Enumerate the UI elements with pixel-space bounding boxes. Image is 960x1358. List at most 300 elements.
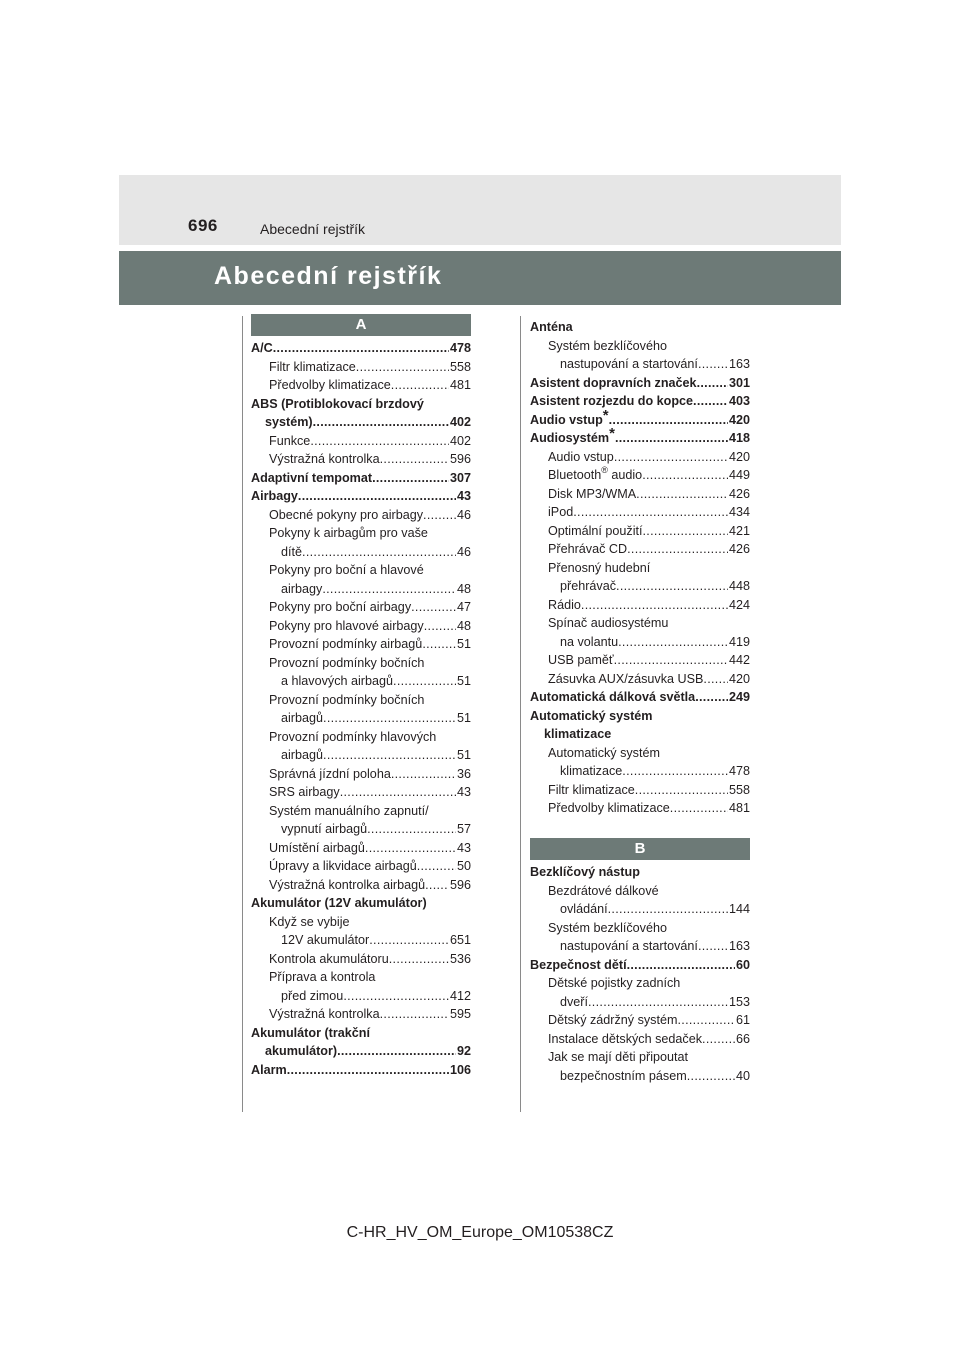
index-entry [530, 919, 750, 938]
page-reference: 426 [728, 542, 750, 556]
leader-dots [588, 993, 728, 1012]
page-reference: 307 [449, 470, 471, 485]
index-entry [251, 876, 471, 895]
index-entry-label [530, 956, 627, 975]
page-reference: 43 [456, 785, 471, 799]
index-entry-label [530, 374, 697, 393]
index-entry [530, 355, 750, 374]
left-divider [242, 316, 243, 1112]
leader-dots [643, 522, 728, 541]
entry-text: Bluetooth [548, 468, 602, 482]
entry-text: Kontrola akumulátoru [269, 951, 389, 966]
index-entry [530, 762, 750, 781]
page-reference: 418 [728, 431, 750, 445]
entry-text: Akumulátor (12V akumulátor) [251, 896, 427, 910]
leader-dots [298, 487, 456, 506]
page-reference: 153 [728, 994, 750, 1009]
index-entry-label [548, 744, 660, 763]
page-reference: 61 [735, 1013, 750, 1027]
page-reference: 449 [728, 468, 750, 482]
index-entry-label [269, 968, 375, 987]
leader-dots [425, 876, 449, 895]
index-entry-label [281, 746, 323, 765]
index-entry [530, 318, 750, 337]
index-entry-label [269, 802, 429, 821]
page-reference: 420 [728, 671, 750, 686]
header-band [119, 175, 841, 245]
leader-dots [697, 374, 728, 393]
leader-dots [322, 580, 456, 599]
entry-text: Výstražná kontrolka [269, 1007, 380, 1021]
leader-dots [372, 469, 449, 488]
index-entry-label [251, 395, 424, 414]
leader-dots [356, 358, 449, 377]
entry-text: Pokyny pro boční a hlavové [269, 563, 424, 577]
index-entry-label [548, 559, 650, 578]
entry-text: Airbagy [251, 489, 298, 503]
leader-dots [636, 485, 728, 504]
page-reference: 421 [728, 523, 750, 538]
index-entry-label [281, 672, 393, 691]
index-entry [251, 543, 471, 562]
page-reference: 403 [728, 394, 750, 408]
entry-text: A/C [251, 341, 273, 355]
index-column-left [251, 339, 471, 1079]
entry-text: Adaptivní tempomat [251, 470, 373, 485]
index-entry [251, 1024, 471, 1043]
entry-text: Přenosný hudební [548, 560, 651, 575]
index-entry [251, 913, 471, 932]
index-entry-label [269, 765, 391, 784]
page-reference: 558 [728, 782, 750, 797]
index-entry [530, 707, 750, 726]
index-entry-label [269, 839, 365, 858]
leader-dots [677, 1011, 735, 1030]
index-entry-label [269, 654, 424, 673]
index-entry-label [269, 358, 356, 377]
leader-dots [302, 543, 456, 562]
page-reference: 402 [449, 433, 471, 448]
page-reference: 412 [449, 988, 471, 1003]
index-entry [251, 672, 471, 691]
index-entry-label [548, 466, 642, 485]
page-reference: 301 [728, 375, 750, 390]
index-entry-label [281, 580, 322, 599]
entry-text: Automatická dálková světla [530, 690, 696, 704]
index-entry-label [530, 688, 695, 707]
index-entry-label [548, 540, 627, 559]
section-letter-b: B [530, 838, 750, 860]
leader-dots [573, 503, 728, 522]
index-entry [530, 596, 750, 615]
page-reference: 60 [735, 957, 750, 972]
index-entry-label [269, 432, 310, 451]
index-entry-label [530, 707, 653, 726]
leader-dots [273, 339, 449, 358]
index-entry [530, 448, 750, 467]
footnote-mark: * [609, 425, 615, 442]
entry-text: před zimou [281, 988, 344, 1003]
index-entry [530, 614, 750, 633]
index-entry [530, 1067, 750, 1086]
entry-text: Anténa [530, 320, 573, 334]
index-entry [251, 746, 471, 765]
index-entry [530, 799, 750, 818]
index-entry-label [544, 725, 611, 744]
index-entry [251, 931, 471, 950]
index-entry-label [548, 781, 635, 800]
page-reference: 106 [449, 1062, 471, 1077]
entry-text: Výstražná kontrolka airbagů [269, 877, 426, 892]
index-entry [251, 413, 471, 432]
leader-dots [367, 820, 456, 839]
entry-text: Provozní podmínky hlavových [269, 729, 437, 744]
index-entry [530, 406, 750, 430]
index-entry [530, 633, 750, 652]
index-entry [530, 937, 750, 956]
entry-text: Akumulátor (trakční [251, 1025, 370, 1040]
index-entry-label [251, 339, 273, 358]
page-reference: 596 [449, 452, 471, 466]
entry-text: Provozní podmínky airbagů [269, 637, 423, 651]
entry-text: airbagů [281, 748, 324, 762]
entry-text: Instalace dětských sedaček [548, 1031, 703, 1046]
page-reference: 481 [449, 378, 471, 392]
leader-dots [340, 783, 456, 802]
index-entry-label [548, 503, 573, 522]
index-entry [251, 802, 471, 821]
index-entry-label [265, 413, 313, 432]
index-entry [251, 1005, 471, 1024]
entry-text: Systém bezklíčového [548, 920, 667, 935]
index-entry [530, 725, 750, 744]
leader-dots [313, 413, 449, 432]
entry-text: Dětské pojistky zadních [548, 976, 681, 990]
registered-mark: ® [601, 465, 608, 475]
index-entry-label [269, 635, 422, 654]
index-entry [251, 598, 471, 617]
index-entry-label [560, 355, 698, 374]
index-entry-label [530, 406, 609, 430]
entry-text: klimatizace [544, 727, 612, 741]
leader-dots [337, 1042, 456, 1061]
page-reference: 420 [728, 449, 750, 464]
index-entry [251, 691, 471, 710]
index-entry-label [251, 894, 427, 913]
entry-text: nastupování a startování [560, 939, 698, 953]
index-entry-label [269, 783, 340, 802]
leader-dots [287, 1061, 449, 1080]
index-entry-label [560, 900, 608, 919]
leader-dots [369, 931, 449, 950]
leader-dots [323, 746, 456, 765]
index-entry [530, 540, 750, 559]
section-letter-a: A [251, 314, 471, 336]
page-reference: 46 [456, 507, 471, 522]
index-entry [530, 1048, 750, 1067]
page-reference: 46 [456, 544, 471, 559]
leader-dots [417, 857, 456, 876]
index-entry-label [281, 987, 343, 1006]
index-entry-label [269, 617, 424, 636]
leader-dots [627, 956, 735, 975]
entry-text: vypnutí airbagů [281, 822, 368, 836]
index-entry [530, 425, 750, 448]
entry-text: systém) [265, 415, 313, 429]
entry-text: Disk MP3/WMA [548, 486, 637, 501]
index-entry [530, 863, 750, 882]
index-entry-label [269, 857, 417, 876]
entry-text: Audio vstup [548, 449, 614, 464]
leader-dots [389, 950, 449, 969]
index-entry [530, 559, 750, 578]
index-entry [251, 506, 471, 525]
leader-dots [614, 448, 728, 467]
index-entry [530, 392, 750, 411]
page-reference: 51 [456, 674, 471, 688]
index-entry [251, 376, 471, 395]
index-entry-label [548, 485, 636, 504]
entry-text: Předvolby klimatizace [548, 801, 670, 815]
leader-dots [627, 540, 728, 559]
index-entry-label [269, 876, 425, 895]
index-entry [251, 358, 471, 377]
page-reference: 442 [728, 653, 750, 667]
page-reference: 448 [728, 579, 750, 593]
index-entry [251, 783, 471, 802]
index-entry [530, 503, 750, 522]
index-entry [251, 839, 471, 858]
leader-dots [635, 781, 728, 800]
page-reference: 144 [728, 902, 750, 916]
index-entry [530, 374, 750, 393]
entry-text: nastupování a startování [560, 357, 698, 371]
entry-suffix: audio [607, 468, 643, 482]
index-entry [251, 580, 471, 599]
page-reference: 595 [449, 1007, 471, 1021]
entry-text: Provozní podmínky bočních [269, 655, 425, 670]
entry-text: Rádio [548, 597, 581, 612]
index-entry-label [548, 596, 581, 615]
leader-dots [698, 937, 728, 956]
index-entry [530, 577, 750, 596]
index-entry-label [269, 561, 424, 580]
index-entry-label [548, 1011, 677, 1030]
index-column-right-b [530, 863, 750, 1085]
entry-text: Umístění airbagů [269, 840, 365, 855]
entry-text: Automatický systém [548, 745, 660, 760]
index-entry-label [269, 1005, 380, 1024]
leader-dots [380, 1005, 449, 1024]
page-reference: 51 [456, 637, 471, 651]
index-entry [251, 857, 471, 876]
index-entry-label [269, 450, 380, 469]
entry-text: airbagů [281, 711, 324, 725]
page-reference: 48 [456, 618, 471, 633]
entry-text: Příprava a kontrola [269, 970, 376, 984]
leader-dots [698, 355, 728, 374]
page-reference: 424 [728, 597, 750, 612]
index-entry [530, 956, 750, 975]
leader-dots [703, 670, 728, 689]
leader-dots [343, 987, 449, 1006]
page-reference: 43 [456, 489, 471, 503]
index-entry-label [251, 469, 372, 488]
entry-text: Pokyny pro boční airbagy [269, 600, 412, 614]
index-entry [251, 450, 471, 469]
entry-text: Zásuvka AUX/zásuvka USB [548, 671, 704, 686]
leader-dots [391, 376, 449, 395]
index-entry-label [560, 762, 622, 781]
entry-text: bezpečnostním pásem [560, 1068, 687, 1083]
index-entry [251, 617, 471, 636]
index-entry-label [269, 506, 423, 525]
page-reference: 426 [728, 486, 750, 501]
index-entry-label [530, 863, 640, 882]
entry-text: Systém manuálního zapnutí/ [269, 803, 429, 818]
index-entry [530, 466, 750, 485]
leader-dots [614, 651, 728, 670]
leader-dots [618, 633, 728, 652]
entry-text: Jak se mají děti připoutat [548, 1050, 689, 1064]
index-entry-label [269, 728, 436, 747]
entry-text: Asistent dopravních značek [530, 375, 697, 390]
index-entry-label [548, 522, 643, 541]
leader-dots [615, 429, 728, 448]
leader-dots [581, 596, 728, 615]
entry-text: Bezpečnost dětí [530, 957, 627, 972]
entry-text: dveří [560, 994, 588, 1009]
entry-text: Asistent rozjezdu do kopce [530, 394, 694, 408]
entry-text: ovládání [560, 902, 608, 916]
leader-dots [365, 839, 456, 858]
page-reference: 478 [728, 764, 750, 778]
entry-text: Filtr klimatizace [269, 359, 356, 374]
leader-dots [702, 1030, 735, 1049]
leader-dots [310, 432, 449, 451]
index-entry [530, 337, 750, 356]
index-entry [530, 974, 750, 993]
index-entry [530, 882, 750, 901]
leader-dots [609, 411, 728, 430]
index-entry-label [548, 614, 668, 633]
entry-text: 12V akumulátor [281, 933, 370, 947]
leader-dots [391, 765, 456, 784]
index-entry-label [281, 820, 367, 839]
entry-text: Audiosystém [530, 431, 610, 445]
leader-dots [642, 466, 728, 485]
footer-code: C-HR_HV_OM_Europe_OM10538CZ [346, 1224, 614, 1241]
index-entry [251, 432, 471, 451]
index-entry [530, 1011, 750, 1030]
page-reference: 92 [456, 1044, 471, 1058]
index-entry-label [560, 993, 588, 1012]
page-reference: 51 [456, 711, 471, 725]
index-entry-label [281, 931, 369, 950]
page-title: Abecední rejstřík [214, 262, 443, 290]
index-entry [251, 487, 471, 506]
entry-text: Dětský zádržný systém [548, 1013, 678, 1027]
page-reference: 48 [456, 581, 471, 596]
leader-dots [670, 799, 728, 818]
index-entry-label [269, 691, 424, 710]
page-reference: 420 [728, 412, 750, 427]
index-entry [251, 950, 471, 969]
index-entry-label [548, 337, 667, 356]
leader-dots [411, 598, 456, 617]
leader-dots [380, 450, 449, 469]
leader-dots [422, 635, 456, 654]
index-entry-label [269, 524, 428, 543]
index-entry [530, 688, 750, 707]
index-entry-label [548, 882, 659, 901]
page-reference: 249 [728, 690, 750, 704]
entry-text: Předvolby klimatizace [269, 378, 391, 392]
index-entry-label [560, 577, 616, 596]
page-reference: 51 [456, 748, 471, 762]
index-entry [251, 709, 471, 728]
index-entry [251, 561, 471, 580]
entry-text: Spínač audiosystému [548, 616, 669, 630]
entry-text: Pokyny pro hlavové airbagy [269, 618, 424, 633]
page-reference: 163 [728, 357, 750, 371]
leader-dots [608, 900, 728, 919]
page-reference: 47 [456, 600, 471, 614]
index-entry-label [269, 376, 391, 395]
page-number: 696 [188, 216, 218, 235]
index-entry-label [251, 487, 298, 506]
index-entry [251, 987, 471, 1006]
page-reference: 651 [449, 933, 471, 947]
entry-text: Funkce [269, 433, 311, 448]
entry-text: dítě [281, 544, 303, 559]
page-reference: 40 [735, 1068, 750, 1083]
index-entry [530, 781, 750, 800]
page-reference: 36 [456, 766, 471, 781]
index-entry [251, 1061, 471, 1080]
entry-text: Pokyny k airbagům pro vaše [269, 526, 428, 540]
page-reference: 50 [456, 859, 471, 873]
page-reference: 43 [456, 840, 471, 855]
entry-text: Přehrávač CD [548, 542, 628, 556]
page-reference: 163 [728, 939, 750, 953]
entry-text: Bezklíčový nástup [530, 865, 640, 879]
index-entry-label [548, 651, 614, 670]
page-reference: 558 [449, 359, 471, 374]
index-entry [251, 469, 471, 488]
entry-text: iPod [548, 505, 574, 519]
index-entry [251, 654, 471, 673]
index-entry-label [548, 448, 614, 467]
index-entry-label [281, 709, 323, 728]
leader-dots [693, 392, 728, 411]
entry-text: SRS airbagy [269, 785, 340, 799]
index-entry [530, 651, 750, 670]
entry-text: Výstražná kontrolka [269, 452, 380, 466]
header-title: Abecední rejstřík [260, 221, 366, 237]
index-entry-label [251, 1061, 287, 1080]
entry-text: airbagy [281, 581, 323, 596]
index-entry-label [269, 913, 350, 932]
index-entry-label [560, 633, 618, 652]
index-entry-label [548, 1030, 702, 1049]
index-entry-label [548, 799, 670, 818]
index-entry-label [548, 919, 667, 938]
page-reference: 536 [449, 951, 471, 966]
index-entry-label [281, 543, 302, 562]
index-entry-label [548, 1048, 688, 1067]
index-entry [530, 670, 750, 689]
